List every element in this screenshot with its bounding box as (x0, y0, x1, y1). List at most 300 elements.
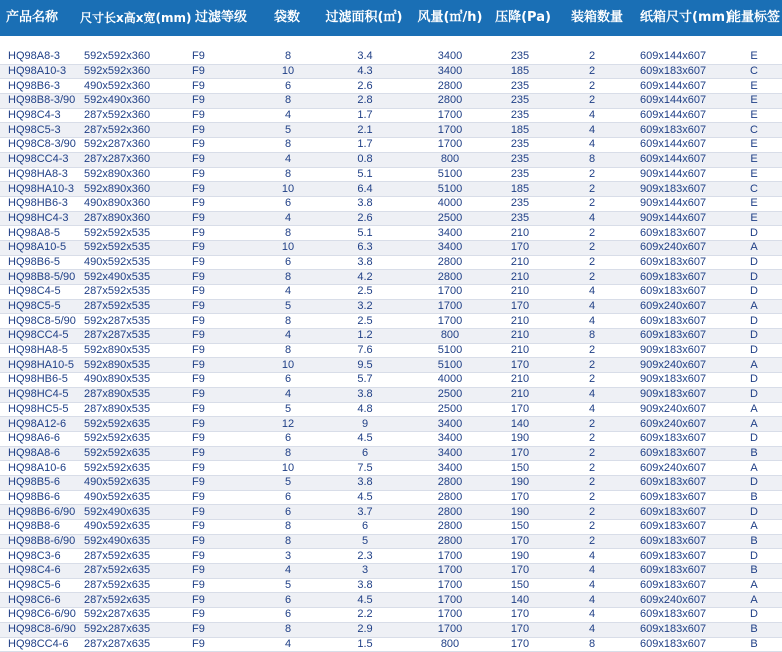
dimensions-cell: 490x592x635 (80, 490, 186, 505)
dimensions-cell: 592x490x360 (80, 94, 186, 109)
table-row (0, 622, 782, 637)
filter-grade-cell: F9 (186, 490, 258, 505)
pressure-drop-cell: 190 (488, 505, 552, 520)
energy-label-cell: E (726, 152, 782, 167)
filter-grade-cell: F9 (186, 108, 258, 123)
dimensions-cell: 490x592x360 (80, 79, 186, 94)
header-spacer (0, 36, 782, 50)
pressure-drop-cell: 150 (488, 520, 552, 535)
pressure-drop-cell: 170 (488, 402, 552, 417)
dimensions-cell: 592x890x535 (80, 343, 186, 358)
table-row (0, 167, 782, 182)
filter-area-cell: 3.8 (318, 387, 412, 402)
product-name-cell: HQ98B6-3 (0, 79, 80, 94)
pressure-drop-cell: 210 (488, 373, 552, 388)
pressure-drop-cell: 170 (488, 240, 552, 255)
energy-label-cell: E (726, 94, 782, 109)
product-name-cell: HQ98HC5-5 (0, 402, 80, 417)
carton-size-cell: 609x183x607 (632, 64, 726, 79)
dimensions-cell: 592x592x535 (80, 240, 186, 255)
filter-area-cell: 2.8 (318, 94, 412, 109)
carton-size-cell: 609x183x607 (632, 270, 726, 285)
table-row (0, 152, 782, 167)
energy-label-cell: D (726, 373, 782, 388)
dimensions-cell: 592x490x635 (80, 534, 186, 549)
bag-count-cell: 8 (258, 446, 318, 461)
table-row (0, 50, 782, 64)
packing-qty-cell: 2 (552, 196, 632, 211)
packing-qty-cell: 4 (552, 108, 632, 123)
dimensions-cell: 490x890x535 (80, 373, 186, 388)
carton-size-cell: 609x240x607 (632, 461, 726, 476)
pressure-drop-cell: 210 (488, 255, 552, 270)
filter-area-cell: 2.9 (318, 622, 412, 637)
table-row (0, 196, 782, 211)
table-row (0, 475, 782, 490)
carton-size-cell: 609x183x607 (632, 431, 726, 446)
pressure-drop-cell: 170 (488, 358, 552, 373)
packing-qty-cell: 2 (552, 270, 632, 285)
dimensions-cell: 287x592x360 (80, 123, 186, 138)
filter-area-cell: 5 (318, 534, 412, 549)
table-row (0, 343, 782, 358)
header-packing-qty: 装箱数量 (570, 10, 623, 25)
filter-grade-cell: F9 (186, 152, 258, 167)
filter-area-cell: 7.5 (318, 461, 412, 476)
table-row (0, 564, 782, 579)
filter-area-cell: 4.3 (318, 64, 412, 79)
table-row (0, 578, 782, 593)
pressure-drop-cell: 185 (488, 123, 552, 138)
table-row (0, 505, 782, 520)
filter-area-cell: 4.8 (318, 402, 412, 417)
dimensions-cell: 592x287x535 (80, 314, 186, 329)
energy-label-cell: A (726, 461, 782, 476)
table-row (0, 446, 782, 461)
product-name-cell: HQ98B8-5/90 (0, 270, 80, 285)
pressure-drop-cell: 150 (488, 578, 552, 593)
filter-area-cell: 3.4 (318, 50, 412, 64)
bag-count-cell: 8 (258, 314, 318, 329)
header-product-name: 产品名称 (6, 10, 59, 25)
filter-area-cell: 9 (318, 417, 412, 432)
packing-qty-cell: 2 (552, 167, 632, 182)
energy-label-cell: A (726, 299, 782, 314)
dimensions-cell: 592x287x360 (80, 138, 186, 153)
filter-area-cell: 2.5 (318, 285, 412, 300)
packing-qty-cell: 2 (552, 79, 632, 94)
filter-area-cell: 5.1 (318, 167, 412, 182)
pressure-drop-cell: 170 (488, 490, 552, 505)
table-row (0, 387, 782, 402)
dimensions-cell: 592x592x635 (80, 417, 186, 432)
dimensions-cell: 592x287x635 (80, 622, 186, 637)
filter-grade-cell: F9 (186, 446, 258, 461)
pressure-drop-cell: 210 (488, 343, 552, 358)
product-name-cell: HQ98HA8-3 (0, 167, 80, 182)
pressure-drop-cell: 235 (488, 167, 552, 182)
filter-area-cell: 9.5 (318, 358, 412, 373)
dimensions-cell: 287x592x535 (80, 285, 186, 300)
filter-area-cell: 3.8 (318, 578, 412, 593)
table-row (0, 226, 782, 241)
bag-count-cell: 5 (258, 475, 318, 490)
energy-label-cell: E (726, 211, 782, 226)
dimensions-cell: 287x890x535 (80, 402, 186, 417)
filter-grade-cell: F9 (186, 534, 258, 549)
filter-area-cell: 2.3 (318, 549, 412, 564)
pressure-drop-cell: 170 (488, 622, 552, 637)
bag-count-cell: 10 (258, 182, 318, 197)
energy-label-cell: B (726, 622, 782, 637)
dimensions-cell: 287x592x635 (80, 564, 186, 579)
packing-qty-cell: 4 (552, 402, 632, 417)
packing-qty-cell: 2 (552, 475, 632, 490)
carton-size-cell: 609x183x607 (632, 505, 726, 520)
carton-size-cell: 609x183x607 (632, 564, 726, 579)
packing-qty-cell: 2 (552, 446, 632, 461)
airflow-cell: 4000 (412, 373, 488, 388)
bag-count-cell: 3 (258, 549, 318, 564)
product-name-cell: HQ98C4-3 (0, 108, 80, 123)
airflow-cell: 5100 (412, 358, 488, 373)
product-name-cell: HQ98B8-6 (0, 520, 80, 535)
table-row (0, 108, 782, 123)
packing-qty-cell: 8 (552, 329, 632, 344)
packing-qty-cell: 2 (552, 94, 632, 109)
filter-area-cell: 6 (318, 446, 412, 461)
energy-label-cell: D (726, 549, 782, 564)
energy-label-cell: D (726, 226, 782, 241)
carton-size-cell: 609x183x607 (632, 490, 726, 505)
dimensions-cell: 592x592x635 (80, 431, 186, 446)
airflow-cell: 1700 (412, 564, 488, 579)
header-carton-size: 纸箱尺寸(mm) (640, 10, 731, 25)
pressure-drop-cell: 235 (488, 94, 552, 109)
packing-qty-cell: 2 (552, 490, 632, 505)
energy-label-cell: C (726, 64, 782, 79)
airflow-cell: 3400 (412, 431, 488, 446)
pressure-drop-cell: 140 (488, 593, 552, 608)
header-energy-label: 能量标签 (727, 10, 780, 25)
pressure-drop-cell: 170 (488, 564, 552, 579)
product-name-cell: HQ98A12-6 (0, 417, 80, 432)
bag-count-cell: 4 (258, 152, 318, 167)
carton-size-cell: 609x144x607 (632, 108, 726, 123)
product-name-cell: HQ98A10-3 (0, 64, 80, 79)
energy-label-cell: A (726, 520, 782, 535)
spec-table (0, 50, 782, 652)
product-name-cell: HQ98A8-3 (0, 50, 80, 64)
carton-size-cell: 609x144x607 (632, 152, 726, 167)
airflow-cell: 4000 (412, 196, 488, 211)
energy-label-cell: D (726, 270, 782, 285)
filter-area-cell: 3.8 (318, 255, 412, 270)
packing-qty-cell: 4 (552, 285, 632, 300)
table-row (0, 431, 782, 446)
carton-size-cell: 609x144x607 (632, 79, 726, 94)
packing-qty-cell: 2 (552, 373, 632, 388)
carton-size-cell: 609x183x607 (632, 314, 726, 329)
product-name-cell: HQ98CC4-5 (0, 329, 80, 344)
filter-area-cell: 4.2 (318, 270, 412, 285)
bag-count-cell: 4 (258, 564, 318, 579)
filter-grade-cell: F9 (186, 270, 258, 285)
energy-label-cell: D (726, 475, 782, 490)
carton-size-cell: 609x240x607 (632, 299, 726, 314)
header-dimensions: 尺寸长x高x宽(mm) (80, 11, 192, 25)
packing-qty-cell: 2 (552, 358, 632, 373)
pressure-drop-cell: 235 (488, 50, 552, 64)
bag-count-cell: 4 (258, 285, 318, 300)
airflow-cell: 800 (412, 152, 488, 167)
product-name-cell: HQ98HC4-3 (0, 211, 80, 226)
dimensions-cell: 287x592x360 (80, 108, 186, 123)
table-row (0, 94, 782, 109)
energy-label-cell: A (726, 593, 782, 608)
airflow-cell: 2800 (412, 255, 488, 270)
packing-qty-cell: 2 (552, 534, 632, 549)
filter-grade-cell: F9 (186, 167, 258, 182)
packing-qty-cell: 4 (552, 549, 632, 564)
filter-grade-cell: F9 (186, 608, 258, 623)
airflow-cell: 2800 (412, 270, 488, 285)
energy-label-cell: A (726, 240, 782, 255)
dimensions-cell: 287x592x635 (80, 549, 186, 564)
pressure-drop-cell: 210 (488, 329, 552, 344)
bag-count-cell: 4 (258, 637, 318, 652)
filter-grade-cell: F9 (186, 343, 258, 358)
packing-qty-cell: 2 (552, 226, 632, 241)
energy-label-cell: D (726, 329, 782, 344)
packing-qty-cell: 2 (552, 255, 632, 270)
carton-size-cell: 609x183x607 (632, 329, 726, 344)
airflow-cell: 2500 (412, 402, 488, 417)
dimensions-cell: 287x287x535 (80, 329, 186, 344)
dimensions-cell: 592x287x635 (80, 608, 186, 623)
filter-area-cell: 3.2 (318, 299, 412, 314)
carton-size-cell: 609x144x607 (632, 94, 726, 109)
bag-count-cell: 6 (258, 490, 318, 505)
packing-qty-cell: 2 (552, 182, 632, 197)
airflow-cell: 800 (412, 637, 488, 652)
filter-grade-cell: F9 (186, 431, 258, 446)
carton-size-cell: 609x183x607 (632, 123, 726, 138)
packing-qty-cell: 4 (552, 314, 632, 329)
airflow-cell: 2800 (412, 490, 488, 505)
filter-grade-cell: F9 (186, 358, 258, 373)
product-name-cell: HQ98C4-6 (0, 564, 80, 579)
dimensions-cell: 592x592x360 (80, 50, 186, 64)
airflow-cell: 3400 (412, 461, 488, 476)
energy-label-cell: E (726, 50, 782, 64)
product-name-cell: HQ98B6-6/90 (0, 505, 80, 520)
carton-size-cell: 609x144x607 (632, 138, 726, 153)
table-row (0, 64, 782, 79)
filter-area-cell: 2.6 (318, 211, 412, 226)
energy-label-cell: D (726, 343, 782, 358)
packing-qty-cell: 4 (552, 211, 632, 226)
airflow-cell: 3400 (412, 64, 488, 79)
dimensions-cell: 287x890x360 (80, 211, 186, 226)
bag-count-cell: 6 (258, 255, 318, 270)
pressure-drop-cell: 235 (488, 196, 552, 211)
filter-grade-cell: F9 (186, 402, 258, 417)
product-name-cell: HQ98B5-6 (0, 475, 80, 490)
energy-label-cell: D (726, 431, 782, 446)
bag-count-cell: 10 (258, 240, 318, 255)
energy-label-cell: A (726, 578, 782, 593)
filter-area-cell: 2.2 (318, 608, 412, 623)
carton-size-cell: 609x183x607 (632, 578, 726, 593)
bag-count-cell: 6 (258, 505, 318, 520)
bag-count-cell: 5 (258, 578, 318, 593)
filter-area-cell: 3 (318, 564, 412, 579)
product-name-cell: HQ98A6-6 (0, 431, 80, 446)
airflow-cell: 3400 (412, 226, 488, 241)
header-airflow: 风量(㎥/h) (417, 10, 483, 25)
airflow-cell: 1700 (412, 593, 488, 608)
carton-size-cell: 909x240x607 (632, 358, 726, 373)
filter-area-cell: 3.7 (318, 505, 412, 520)
filter-grade-cell: F9 (186, 138, 258, 153)
pressure-drop-cell: 235 (488, 108, 552, 123)
airflow-cell: 2800 (412, 520, 488, 535)
table-row (0, 461, 782, 476)
filter-grade-cell: F9 (186, 50, 258, 64)
product-name-cell: HQ98C5-6 (0, 578, 80, 593)
filter-area-cell: 7.6 (318, 343, 412, 358)
carton-size-cell: 909x183x607 (632, 182, 726, 197)
product-name-cell: HQ98B8-6/90 (0, 534, 80, 549)
carton-size-cell: 909x183x607 (632, 343, 726, 358)
bag-count-cell: 6 (258, 196, 318, 211)
filter-grade-cell: F9 (186, 505, 258, 520)
dimensions-cell: 287x592x635 (80, 593, 186, 608)
carton-size-cell: 609x240x607 (632, 417, 726, 432)
airflow-cell: 1700 (412, 578, 488, 593)
filter-grade-cell: F9 (186, 240, 258, 255)
airflow-cell: 2500 (412, 211, 488, 226)
energy-label-cell: E (726, 79, 782, 94)
packing-qty-cell: 4 (552, 622, 632, 637)
carton-size-cell: 609x144x607 (632, 50, 726, 64)
carton-size-cell: 609x183x607 (632, 549, 726, 564)
filter-grade-cell: F9 (186, 373, 258, 388)
filter-grade-cell: F9 (186, 299, 258, 314)
table-row (0, 417, 782, 432)
filter-area-cell: 2.5 (318, 314, 412, 329)
pressure-drop-cell: 170 (488, 299, 552, 314)
header-bag-count: 袋数 (273, 10, 300, 25)
airflow-cell: 1700 (412, 608, 488, 623)
airflow-cell: 3400 (412, 50, 488, 64)
bag-count-cell: 8 (258, 270, 318, 285)
table-row (0, 79, 782, 94)
bag-count-cell: 6 (258, 431, 318, 446)
packing-qty-cell: 2 (552, 461, 632, 476)
energy-label-cell: D (726, 314, 782, 329)
bag-count-cell: 8 (258, 520, 318, 535)
airflow-cell: 1700 (412, 285, 488, 300)
product-name-cell: HQ98C8-5/90 (0, 314, 80, 329)
airflow-cell: 800 (412, 329, 488, 344)
table-row (0, 255, 782, 270)
pressure-drop-cell: 150 (488, 461, 552, 476)
filter-grade-cell: F9 (186, 226, 258, 241)
filter-area-cell: 1.5 (318, 637, 412, 652)
carton-size-cell: 609x183x607 (632, 475, 726, 490)
bag-count-cell: 8 (258, 94, 318, 109)
bag-count-cell: 6 (258, 593, 318, 608)
table-row (0, 182, 782, 197)
product-name-cell: HQ98A8-6 (0, 446, 80, 461)
dimensions-cell: 592x490x535 (80, 270, 186, 285)
pressure-drop-cell: 170 (488, 608, 552, 623)
packing-qty-cell: 2 (552, 417, 632, 432)
filter-grade-cell: F9 (186, 211, 258, 226)
table-row (0, 270, 782, 285)
filter-grade-cell: F9 (186, 520, 258, 535)
pressure-drop-cell: 235 (488, 152, 552, 167)
carton-size-cell: 909x183x607 (632, 373, 726, 388)
carton-size-cell: 909x144x607 (632, 196, 726, 211)
airflow-cell: 2800 (412, 475, 488, 490)
packing-qty-cell: 4 (552, 123, 632, 138)
pressure-drop-cell: 210 (488, 285, 552, 300)
airflow-cell: 2800 (412, 94, 488, 109)
carton-size-cell: 609x183x607 (632, 285, 726, 300)
airflow-cell: 2500 (412, 387, 488, 402)
bag-count-cell: 4 (258, 211, 318, 226)
filter-grade-cell: F9 (186, 637, 258, 652)
packing-qty-cell: 4 (552, 138, 632, 153)
filter-grade-cell: F9 (186, 387, 258, 402)
carton-size-cell: 609x183x607 (632, 637, 726, 652)
product-name-cell: HQ98C6-6/90 (0, 608, 80, 623)
pressure-drop-cell: 235 (488, 138, 552, 153)
dimensions-cell: 592x490x635 (80, 505, 186, 520)
product-name-cell: HQ98B8-3/90 (0, 94, 80, 109)
pressure-drop-cell: 190 (488, 431, 552, 446)
dimensions-cell: 287x890x535 (80, 387, 186, 402)
filter-grade-cell: F9 (186, 622, 258, 637)
airflow-cell: 1700 (412, 123, 488, 138)
filter-grade-cell: F9 (186, 196, 258, 211)
packing-qty-cell: 8 (552, 152, 632, 167)
spec-table-body (0, 50, 782, 652)
bag-count-cell: 8 (258, 138, 318, 153)
dimensions-cell: 490x890x360 (80, 196, 186, 211)
filter-grade-cell: F9 (186, 182, 258, 197)
dimensions-cell: 592x592x360 (80, 64, 186, 79)
table-row (0, 138, 782, 153)
filter-area-cell: 0.8 (318, 152, 412, 167)
packing-qty-cell: 4 (552, 593, 632, 608)
carton-size-cell: 609x183x607 (632, 622, 726, 637)
packing-qty-cell: 4 (552, 578, 632, 593)
filter-grade-cell: F9 (186, 578, 258, 593)
dimensions-cell: 287x287x360 (80, 152, 186, 167)
airflow-cell: 5100 (412, 182, 488, 197)
packing-qty-cell: 4 (552, 299, 632, 314)
product-name-cell: HQ98A10-6 (0, 461, 80, 476)
table-row (0, 285, 782, 300)
table-header (0, 0, 782, 36)
product-name-cell: HQ98HB6-5 (0, 373, 80, 388)
carton-size-cell: 609x240x607 (632, 593, 726, 608)
table-row (0, 549, 782, 564)
